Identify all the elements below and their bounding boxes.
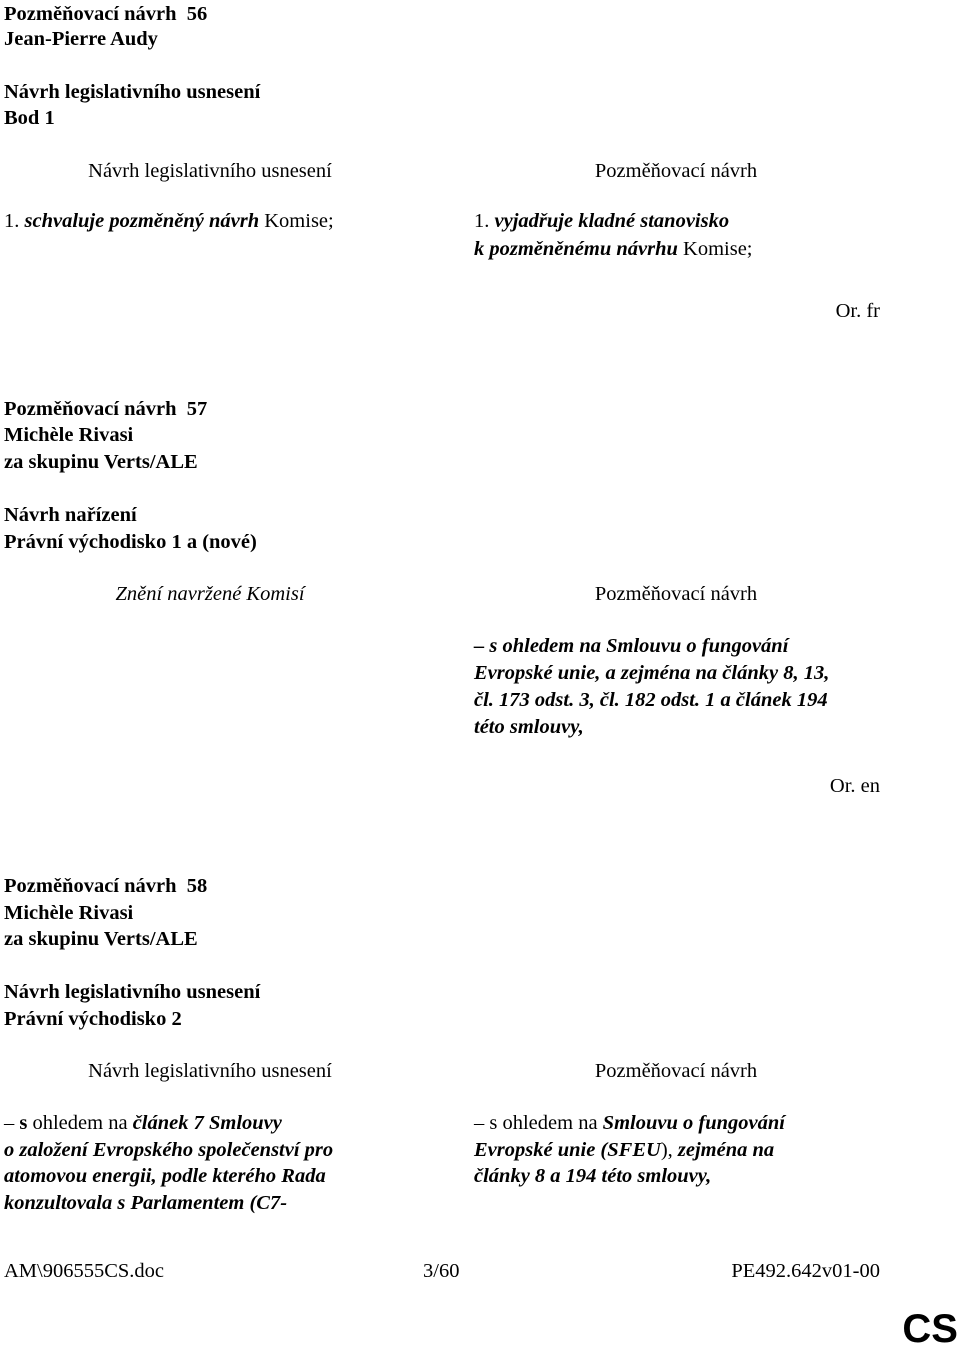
amendment-56-original-language: Or. fr (835, 300, 880, 322)
amendment-57-right-line-1: – s ohledem na Smlouvu o fungování (474, 635, 789, 657)
amendment-57-right-line-3: čl. 173 odst. 3, čl. 182 odst. 1 a článek 194 (474, 689, 828, 711)
amendment-number: 58 (186, 875, 208, 897)
amendment-57-right-line-2: Evropské unie, a zejména na články 8, 13, (474, 662, 830, 684)
amendment-57-doc: Návrh nařízení (4, 504, 137, 526)
amendment-58-doc: Návrh legislativního usnesení (4, 981, 261, 1003)
amendment-56-doc: Návrh legislativního usnesení (4, 81, 261, 103)
amendment-58-left-line-4: konzultovala s Parlamentem (C7- (4, 1192, 288, 1214)
amendment-57-heading (4, 396, 207, 423)
amendment-57-left-header: Znění navržené Komisí (115, 583, 305, 605)
amendment-57-point: Právní východisko 1 a (nové) (4, 531, 257, 553)
amendment-57-group: za skupinu Verts/ALE (4, 451, 198, 473)
amendment-58-left-line-1: – s ohledem na článek 7 Smlouvy (4, 1112, 282, 1134)
amendment-58-point: Právní východisko 2 (4, 1008, 182, 1030)
footer-page-number: 3/60 (423, 1260, 460, 1282)
amendment-58-group: za skupinu Verts/ALE (4, 928, 198, 950)
amendment-57-right-header: Pozměňovací návrh (594, 583, 758, 605)
amendment-56-left-header: Návrh legislativního usnesení (88, 160, 332, 182)
amendment-label: Pozměňovací návrh (4, 398, 177, 420)
amendment-58-author: Michèle Rivasi (4, 902, 134, 924)
amendment-58-left-line-3: atomovou energii, podle kterého Rada (4, 1165, 326, 1187)
amendment-58-heading (4, 873, 207, 900)
footer-file-name: AM\906555CS.doc (4, 1260, 165, 1282)
amendment-56-left-text: 1. schvaluje pozměněný návrh Komise; (4, 210, 334, 232)
amendment-number: 56 (186, 3, 208, 25)
language-code: CS (902, 1307, 958, 1351)
amendment-56-right-header: Pozměňovací návrh (594, 160, 758, 182)
amendment-58-left-line-2: o založení Evropského společenství pro (4, 1139, 334, 1161)
amendment-label: Pozměňovací návrh (4, 875, 177, 897)
amendment-56-author: Jean-Pierre Audy (4, 28, 158, 50)
amendment-57-original-language: Or. en (829, 775, 880, 797)
amendment-58-right-line-2: Evropské unie (SFEU), zejména na (474, 1139, 775, 1161)
amendment-label: Pozměňovací návrh (4, 3, 177, 25)
footer-document-reference: PE492.642v01-00 (731, 1260, 880, 1282)
amendment-57-right-line-4: této smlouvy, (474, 716, 584, 738)
amendment-56-point: Bod 1 (4, 107, 55, 129)
amendment-58-right-line-1: – s ohledem na Smlouvu o fungování (474, 1112, 785, 1134)
amendment-56-heading (4, 1, 207, 28)
amendment-58-left-header: Návrh legislativního usnesení (88, 1060, 332, 1082)
amendment-number: 57 (186, 398, 208, 420)
amendment-56-right-line-2: k pozměněnému návrhu Komise; (474, 238, 753, 260)
amendment-58-right-line-3: články 8 a 194 této smlouvy, (474, 1165, 712, 1187)
amendment-56-right-line-1: 1. vyjadřuje kladné stanovisko (474, 210, 730, 232)
amendment-57-author: Michèle Rivasi (4, 424, 134, 446)
amendment-58-right-header: Pozměňovací návrh (594, 1060, 758, 1082)
